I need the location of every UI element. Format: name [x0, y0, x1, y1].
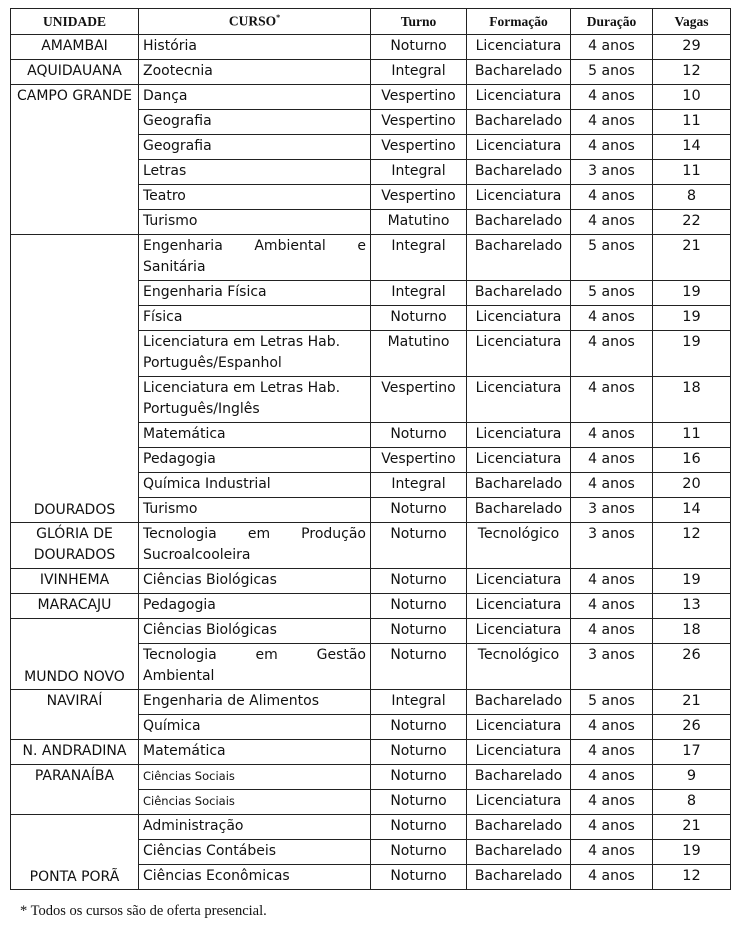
unidade-cell: CAMPO GRANDE [11, 85, 139, 235]
duracao-cell: 4 anos [571, 377, 653, 423]
vagas-cell: 19 [653, 569, 731, 594]
duracao-cell: 3 anos [571, 160, 653, 185]
duracao-cell: 4 anos [571, 331, 653, 377]
formacao-cell: Bacharelado [467, 865, 571, 890]
vagas-cell: 11 [653, 160, 731, 185]
formacao-cell: Bacharelado [467, 235, 571, 281]
turno-cell: Noturno [371, 715, 467, 740]
unidade-cell: MARACAJU [11, 594, 139, 619]
unidade-cell: MUNDO NOVO [11, 619, 139, 690]
curso-cell: Ciências Sociais [139, 790, 371, 815]
duracao-cell: 4 anos [571, 35, 653, 60]
turno-cell: Noturno [371, 619, 467, 644]
formacao-cell: Licenciatura [467, 306, 571, 331]
duracao-cell: 3 anos [571, 498, 653, 523]
turno-cell: Vespertino [371, 448, 467, 473]
turno-cell: Integral [371, 690, 467, 715]
curso-cell: Dança [139, 85, 371, 110]
turno-cell: Vespertino [371, 135, 467, 160]
duracao-cell: 3 anos [571, 523, 653, 569]
curso-cell: Pedagogia [139, 594, 371, 619]
table-row [11, 85, 731, 110]
duracao-cell: 5 anos [571, 60, 653, 85]
formacao-cell: Bacharelado [467, 210, 571, 235]
curso-cell: História [139, 35, 371, 60]
formacao-cell: Bacharelado [467, 815, 571, 840]
footnote-mark: * [276, 13, 281, 23]
curso-cell: Tecnologia em Produção Sucroalcooleira [139, 523, 371, 569]
turno-cell: Noturno [371, 740, 467, 765]
duracao-cell: 5 anos [571, 690, 653, 715]
vagas-cell: 13 [653, 594, 731, 619]
curso-cell: Física [139, 306, 371, 331]
vagas-cell: 11 [653, 423, 731, 448]
curso-cell: Letras [139, 160, 371, 185]
formacao-cell: Licenciatura [467, 740, 571, 765]
curso-cell: Zootecnia [139, 60, 371, 85]
formacao-cell: Bacharelado [467, 473, 571, 498]
vagas-cell: 20 [653, 473, 731, 498]
curso-cell: Ciências Biológicas [139, 619, 371, 644]
curso-cell: Química [139, 715, 371, 740]
turno-cell: Vespertino [371, 185, 467, 210]
curso-cell: Teatro [139, 185, 371, 210]
vagas-cell: 16 [653, 448, 731, 473]
formacao-cell: Licenciatura [467, 594, 571, 619]
formacao-cell: Licenciatura [467, 790, 571, 815]
curso-cell: Pedagogia [139, 448, 371, 473]
duracao-cell: 3 anos [571, 644, 653, 690]
turno-cell: Integral [371, 235, 467, 281]
header-turno: Turno [371, 9, 467, 35]
formacao-cell: Licenciatura [467, 715, 571, 740]
unidade-cell: IVINHEMA [11, 569, 139, 594]
vagas-cell: 11 [653, 110, 731, 135]
duracao-cell: 4 anos [571, 185, 653, 210]
table-row [11, 569, 731, 594]
formacao-cell: Bacharelado [467, 110, 571, 135]
turno-cell: Noturno [371, 35, 467, 60]
curso-cell: Geografia [139, 135, 371, 160]
duracao-cell: 4 anos [571, 740, 653, 765]
duracao-cell: 4 anos [571, 594, 653, 619]
vagas-cell: 8 [653, 185, 731, 210]
turno-cell: Integral [371, 281, 467, 306]
vagas-cell: 19 [653, 840, 731, 865]
vagas-cell: 21 [653, 235, 731, 281]
formacao-cell: Licenciatura [467, 331, 571, 377]
turno-cell: Noturno [371, 790, 467, 815]
turno-cell: Noturno [371, 498, 467, 523]
duracao-cell: 4 anos [571, 448, 653, 473]
formacao-cell: Bacharelado [467, 690, 571, 715]
unidade-cell: PARANAÍBA [11, 765, 139, 815]
formacao-cell: Licenciatura [467, 423, 571, 448]
duracao-cell: 4 anos [571, 423, 653, 448]
table-row [11, 235, 731, 281]
turno-cell: Noturno [371, 865, 467, 890]
header-curso: CURSO* [139, 9, 371, 35]
vagas-cell: 17 [653, 740, 731, 765]
table-body [11, 35, 731, 890]
turno-cell: Integral [371, 473, 467, 498]
table-row [11, 690, 731, 715]
turno-cell: Noturno [371, 840, 467, 865]
duracao-cell: 4 anos [571, 840, 653, 865]
formacao-cell: Licenciatura [467, 619, 571, 644]
vagas-cell: 18 [653, 377, 731, 423]
header-duracao: Duração [571, 9, 653, 35]
vagas-cell: 10 [653, 85, 731, 110]
turno-cell: Integral [371, 60, 467, 85]
vagas-cell: 19 [653, 281, 731, 306]
duracao-cell: 4 anos [571, 765, 653, 790]
table-row [11, 740, 731, 765]
turno-cell: Matutino [371, 331, 467, 377]
turno-cell: Matutino [371, 210, 467, 235]
formacao-cell: Bacharelado [467, 160, 571, 185]
vagas-cell: 22 [653, 210, 731, 235]
duracao-cell: 5 anos [571, 235, 653, 281]
vagas-cell: 21 [653, 815, 731, 840]
turno-cell: Vespertino [371, 110, 467, 135]
curso-cell: Licenciatura em Letras Hab. Português/Inglês [139, 377, 371, 423]
duracao-cell: 4 anos [571, 210, 653, 235]
curso-cell: Ciências Biológicas [139, 569, 371, 594]
turno-cell: Noturno [371, 306, 467, 331]
unidade-cell: AMAMBAI [11, 35, 139, 60]
curso-cell: Engenharia Ambiental e Sanitária [139, 235, 371, 281]
curso-cell: Geografia [139, 110, 371, 135]
duracao-cell: 4 anos [571, 865, 653, 890]
vagas-cell: 14 [653, 135, 731, 160]
curso-cell: Turismo [139, 210, 371, 235]
table-row [11, 594, 731, 619]
formacao-cell: Bacharelado [467, 840, 571, 865]
unidade-cell: PONTA PORÃ [11, 815, 139, 890]
duracao-cell: 4 anos [571, 110, 653, 135]
vagas-cell: 18 [653, 619, 731, 644]
duracao-cell: 4 anos [571, 715, 653, 740]
header-unidade: UNIDADE [11, 9, 139, 35]
duracao-cell: 5 anos [571, 281, 653, 306]
table-row [11, 523, 731, 569]
turno-cell: Vespertino [371, 377, 467, 423]
duracao-cell: 4 anos [571, 306, 653, 331]
duracao-cell: 4 anos [571, 790, 653, 815]
header-vagas: Vagas [653, 9, 731, 35]
curso-cell: Turismo [139, 498, 371, 523]
curso-cell: Matemática [139, 423, 371, 448]
unidade-cell: N. ANDRADINA [11, 740, 139, 765]
unidade-cell: DOURADOS [11, 235, 139, 523]
vagas-cell: 29 [653, 35, 731, 60]
table-row [11, 765, 731, 790]
turno-cell: Noturno [371, 815, 467, 840]
turno-cell: Noturno [371, 765, 467, 790]
vagas-cell: 12 [653, 865, 731, 890]
duracao-cell: 4 anos [571, 135, 653, 160]
vagas-cell: 21 [653, 690, 731, 715]
duracao-cell: 4 anos [571, 815, 653, 840]
curso-cell: Ciências Econômicas [139, 865, 371, 890]
curso-cell: Licenciatura em Letras Hab. Português/Espanhol [139, 331, 371, 377]
table-row [11, 619, 731, 644]
vagas-cell: 26 [653, 715, 731, 740]
turno-cell: Noturno [371, 594, 467, 619]
formacao-cell: Licenciatura [467, 185, 571, 210]
turno-cell: Noturno [371, 569, 467, 594]
turno-cell: Noturno [371, 423, 467, 448]
formacao-cell: Tecnológico [467, 644, 571, 690]
duracao-cell: 4 anos [571, 85, 653, 110]
vagas-cell: 9 [653, 765, 731, 790]
table-row [11, 35, 731, 60]
courses-table [10, 8, 731, 890]
turno-cell: Integral [371, 160, 467, 185]
curso-cell: Engenharia Física [139, 281, 371, 306]
vagas-cell: 12 [653, 60, 731, 85]
unidade-cell: NAVIRAÍ [11, 690, 139, 740]
formacao-cell: Bacharelado [467, 281, 571, 306]
duracao-cell: 4 anos [571, 619, 653, 644]
table-row [11, 815, 731, 840]
vagas-cell: 8 [653, 790, 731, 815]
turno-cell: Noturno [371, 523, 467, 569]
footnote: * Todos os cursos são de oferta presencial. [20, 903, 267, 919]
curso-cell: Matemática [139, 740, 371, 765]
formacao-cell: Licenciatura [467, 377, 571, 423]
curso-cell: Tecnologia em Gestão Ambiental [139, 644, 371, 690]
vagas-cell: 19 [653, 306, 731, 331]
turno-cell: Vespertino [371, 85, 467, 110]
duracao-cell: 4 anos [571, 569, 653, 594]
formacao-cell: Licenciatura [467, 85, 571, 110]
table-row [11, 60, 731, 85]
curso-cell: Ciências Sociais [139, 765, 371, 790]
duracao-cell: 4 anos [571, 473, 653, 498]
formacao-cell: Bacharelado [467, 498, 571, 523]
unidade-cell: AQUIDAUANA [11, 60, 139, 85]
formacao-cell: Licenciatura [467, 448, 571, 473]
curso-cell: Ciências Contábeis [139, 840, 371, 865]
vagas-cell: 14 [653, 498, 731, 523]
curso-cell: Química Industrial [139, 473, 371, 498]
formacao-cell: Licenciatura [467, 135, 571, 160]
vagas-cell: 19 [653, 331, 731, 377]
curso-cell: Engenharia de Alimentos [139, 690, 371, 715]
formacao-cell: Licenciatura [467, 35, 571, 60]
unidade-cell: GLÓRIA DE DOURADOS [11, 523, 139, 569]
formacao-cell: Tecnológico [467, 523, 571, 569]
formacao-cell: Bacharelado [467, 765, 571, 790]
vagas-cell: 12 [653, 523, 731, 569]
vagas-cell: 26 [653, 644, 731, 690]
curso-cell: Administração [139, 815, 371, 840]
turno-cell: Noturno [371, 644, 467, 690]
formacao-cell: Bacharelado [467, 60, 571, 85]
header-row [11, 9, 731, 35]
formacao-cell: Licenciatura [467, 569, 571, 594]
header-formacao: Formação [467, 9, 571, 35]
